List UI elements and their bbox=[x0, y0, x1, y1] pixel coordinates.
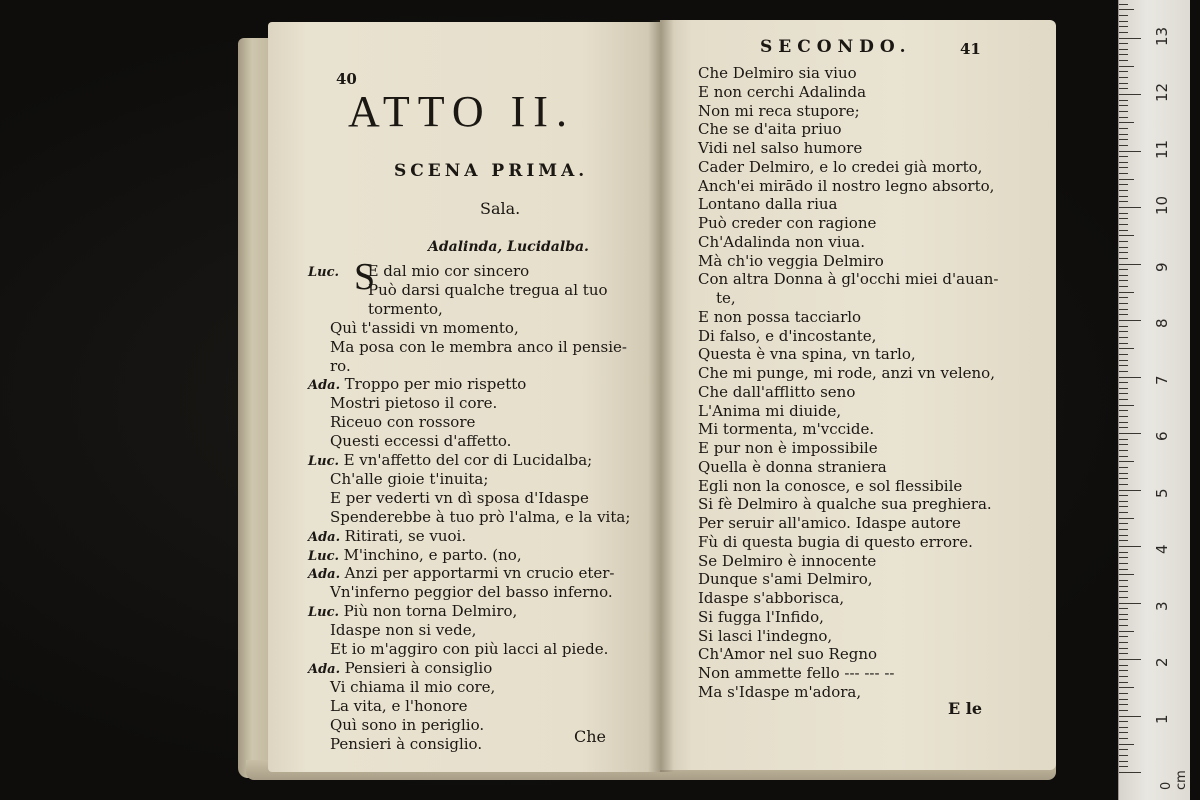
verse-text: Pensieri à consiglio. bbox=[330, 734, 483, 753]
ruler-tick bbox=[1119, 738, 1128, 739]
ruler-tick bbox=[1119, 608, 1128, 609]
verse-line bbox=[308, 375, 526, 395]
ruler-tick bbox=[1119, 134, 1128, 135]
ruler-tick bbox=[1119, 506, 1128, 507]
verse-line: Ma s'Idaspe m'adora, bbox=[698, 682, 862, 701]
verse-line bbox=[368, 281, 608, 299]
verse-line: Questa è vna spina, vn tarlo, bbox=[698, 345, 916, 364]
open-book bbox=[238, 20, 1058, 780]
verse-line: Con altra Donna à gl'occhi miei d'auan- bbox=[698, 270, 999, 289]
ruler-tick bbox=[1119, 71, 1128, 72]
verse-text: Vn'inferno peggior del basso inferno. bbox=[330, 583, 613, 602]
ruler-tick bbox=[1119, 563, 1128, 564]
ruler-tick bbox=[1119, 224, 1128, 225]
ruler-tick bbox=[1119, 371, 1128, 372]
ruler-tick bbox=[1119, 687, 1134, 688]
verse-line bbox=[330, 508, 630, 526]
ruler-tick bbox=[1119, 139, 1128, 140]
ruler-tick bbox=[1119, 422, 1128, 423]
ruler-tick bbox=[1119, 744, 1134, 745]
ruler-tick bbox=[1119, 670, 1128, 671]
verse-line bbox=[330, 621, 476, 639]
ruler-tick bbox=[1119, 574, 1134, 575]
measuring-ruler bbox=[1118, 0, 1190, 800]
ruler-tick bbox=[1119, 252, 1128, 253]
ruler-tick bbox=[1119, 625, 1128, 626]
verse-text: Mostri pietoso il core. bbox=[330, 394, 498, 413]
ruler-tick bbox=[1119, 60, 1128, 61]
ruler-tick bbox=[1119, 49, 1128, 50]
verse-line: Quella è donna straniera bbox=[698, 457, 887, 476]
catchword-left: Che bbox=[574, 727, 607, 746]
ruler-tick bbox=[1119, 122, 1134, 123]
ruler-unit-label: 0 cm bbox=[1159, 770, 1189, 790]
ruler-number: 11 bbox=[1153, 139, 1171, 159]
verse-text: Spenderebbe à tuo prò l'alma, e la vita; bbox=[330, 507, 631, 526]
ruler-tick bbox=[1119, 501, 1128, 502]
verse-text: Può darsi qualche tregua al tuo bbox=[368, 280, 608, 299]
ruler-tick bbox=[1119, 326, 1128, 327]
verse-line: Di falso, e d'incostante, bbox=[698, 326, 877, 345]
ruler-tick bbox=[1119, 676, 1128, 677]
verse-text: Ch'alle gioie t'inuita; bbox=[330, 469, 489, 488]
act-title: ATTO II. bbox=[348, 87, 575, 136]
verse-text: Ma posa con le membra anco il pensie- bbox=[330, 337, 627, 356]
ruler-tick bbox=[1119, 473, 1128, 474]
verse-line: Mà ch'io veggia Delmiro bbox=[698, 251, 884, 270]
ruler-tick bbox=[1119, 292, 1134, 293]
verse-text: Troppo per mio rispetto bbox=[344, 375, 527, 394]
ruler-tick bbox=[1119, 32, 1128, 33]
ruler-tick bbox=[1119, 495, 1128, 496]
ruler-tick bbox=[1119, 286, 1128, 287]
ruler-tick bbox=[1119, 766, 1128, 767]
verse-line: Anch'ei mirādo il nostro legno absorto, bbox=[698, 176, 995, 195]
verse-line bbox=[330, 583, 613, 601]
ruler-tick bbox=[1119, 43, 1128, 44]
ruler-tick bbox=[1119, 518, 1134, 519]
verse-line: Se Delmiro è innocente bbox=[698, 551, 877, 570]
ruler-tick bbox=[1119, 523, 1128, 524]
ruler-number: 6 bbox=[1153, 431, 1171, 441]
speaker-label: Luc. bbox=[308, 454, 344, 469]
verse-line: Non ammette fello --- --- -- bbox=[698, 664, 895, 682]
ruler-tick bbox=[1119, 416, 1128, 417]
ruler-tick bbox=[1119, 66, 1134, 67]
verse-text: E dal mio cor sincero bbox=[367, 262, 530, 280]
ruler-tick bbox=[1119, 614, 1128, 615]
ruler-tick bbox=[1119, 196, 1128, 197]
verse-line: Mi tormenta, m'vccide. bbox=[698, 420, 875, 439]
verse-text: Anzi per apportarmi vn crucio eter- bbox=[344, 564, 615, 583]
verse-line bbox=[308, 527, 466, 547]
ruler-tick bbox=[1119, 230, 1128, 231]
ruler-tick bbox=[1119, 591, 1128, 592]
scene-location: Sala. bbox=[480, 199, 521, 218]
verse-line bbox=[368, 300, 443, 318]
ruler-tick bbox=[1119, 128, 1128, 129]
ruler-tick bbox=[1119, 636, 1128, 637]
ruler-number: 3 bbox=[1153, 600, 1171, 611]
verse-text: La vita, e l'honore bbox=[330, 696, 468, 715]
ruler-tick bbox=[1119, 275, 1128, 276]
scene-title: SCENA PRIMA. bbox=[394, 161, 589, 181]
ruler-tick bbox=[1119, 54, 1128, 55]
ruler-tick bbox=[1119, 721, 1128, 722]
ruler-tick bbox=[1119, 444, 1128, 445]
verse-text: Riceuo con rossore bbox=[330, 413, 476, 432]
ruler-tick bbox=[1119, 484, 1128, 485]
ruler-tick bbox=[1119, 201, 1128, 202]
verse-line: Si fugga l'Infido, bbox=[698, 607, 824, 626]
ruler-tick bbox=[1119, 467, 1128, 468]
verse-line: L'Anima mi diuide, bbox=[698, 401, 842, 420]
verse-text: M'inchino, e parto. (no, bbox=[343, 545, 522, 564]
ruler-tick bbox=[1119, 648, 1128, 649]
ruler-tick bbox=[1119, 540, 1128, 541]
speaker-label: Luc. bbox=[308, 605, 344, 621]
ruler-tick bbox=[1119, 173, 1128, 174]
ruler-tick bbox=[1119, 439, 1128, 440]
ruler-tick bbox=[1119, 557, 1128, 558]
ruler-tick bbox=[1119, 732, 1128, 733]
ruler-number: 13 bbox=[1153, 26, 1171, 46]
verse-line bbox=[330, 338, 627, 356]
ruler-tick bbox=[1119, 280, 1128, 281]
verse-line: te, bbox=[716, 289, 736, 307]
page-number-right: 41 bbox=[960, 40, 981, 58]
ruler-tick bbox=[1119, 241, 1128, 242]
ruler-tick bbox=[1119, 642, 1128, 643]
speaker-label: Luc. bbox=[308, 265, 344, 280]
speaker-label: Luc. bbox=[308, 548, 344, 564]
ruler-tick bbox=[1119, 586, 1128, 587]
ruler-tick bbox=[1119, 365, 1128, 366]
verse-line: E pur non è impossibile bbox=[698, 439, 878, 457]
verse-line bbox=[330, 735, 482, 753]
ruler-tick bbox=[1119, 749, 1128, 750]
ruler-tick bbox=[1119, 269, 1128, 270]
running-head: SECONDO. bbox=[760, 37, 912, 57]
ruler-tick bbox=[1119, 450, 1128, 451]
ruler-number: 4 bbox=[1153, 544, 1171, 554]
ruler-tick bbox=[1119, 699, 1128, 700]
ruler-number: 1 bbox=[1153, 713, 1171, 724]
ruler-tick bbox=[1119, 26, 1128, 27]
verse-text: Quì sono in periglio. bbox=[330, 715, 485, 734]
ruler-tick bbox=[1119, 631, 1134, 632]
verse-line: E non cerchi Adalinda bbox=[698, 82, 867, 101]
verse-text: Ritirati, se vuoi. bbox=[344, 526, 467, 545]
verse-line: Egli non la conosce, e sol flessibile bbox=[698, 476, 963, 495]
ruler-tick bbox=[1119, 184, 1128, 185]
ruler-tick bbox=[1119, 405, 1134, 406]
verse-line bbox=[330, 319, 519, 337]
verse-line bbox=[308, 546, 522, 566]
ruler-tick bbox=[1119, 456, 1128, 457]
verse-line bbox=[330, 432, 511, 450]
ruler-tick bbox=[1119, 427, 1128, 428]
ruler-tick bbox=[1119, 354, 1128, 355]
ruler-tick bbox=[1119, 235, 1134, 236]
verse-line bbox=[330, 394, 497, 412]
scene-characters: Adalinda, Lucidalba. bbox=[428, 239, 589, 255]
verse-line: Che se d'aita priuo bbox=[698, 120, 842, 139]
ruler-tick bbox=[1119, 162, 1128, 163]
ruler-tick bbox=[1119, 247, 1128, 248]
ruler-tick bbox=[1119, 529, 1128, 530]
ruler-tick bbox=[1119, 77, 1128, 78]
ruler-tick bbox=[1119, 258, 1128, 259]
verse-line bbox=[330, 697, 467, 715]
verse-line bbox=[308, 451, 592, 471]
ruler-tick bbox=[1119, 410, 1128, 411]
left-page bbox=[268, 22, 660, 772]
ruler-number: 2 bbox=[1153, 657, 1171, 667]
ruler-tick bbox=[1119, 704, 1128, 705]
ruler-tick bbox=[1119, 111, 1128, 112]
right-page bbox=[660, 20, 1056, 770]
verse-text: Idaspe non si vede, bbox=[330, 621, 477, 640]
verse-line: Che dall'afflitto seno bbox=[698, 382, 856, 401]
ruler-tick bbox=[1119, 377, 1141, 378]
ruler-number: 9 bbox=[1153, 261, 1171, 272]
verse-line bbox=[330, 489, 589, 507]
ruler-tick bbox=[1119, 693, 1128, 694]
ruler-tick bbox=[1119, 512, 1128, 513]
ruler-tick bbox=[1119, 710, 1128, 711]
verse-line bbox=[330, 413, 475, 431]
ruler-tick bbox=[1119, 597, 1128, 598]
ruler-number: 8 bbox=[1153, 318, 1171, 328]
verse-line: Idaspe s'abborisca, bbox=[698, 589, 845, 607]
ruler-tick bbox=[1119, 320, 1141, 321]
ruler-tick bbox=[1119, 772, 1141, 773]
verse-line: Dunque s'ami Delmiro, bbox=[698, 570, 873, 589]
verse-line: Fù di questa bugia di questo errore. bbox=[698, 532, 973, 551]
ruler-tick bbox=[1119, 716, 1141, 717]
ruler-tick bbox=[1119, 490, 1141, 491]
verse-line: Ch'Amor nel suo Regno bbox=[698, 645, 878, 664]
verse-line bbox=[330, 470, 488, 488]
ruler-tick bbox=[1119, 4, 1128, 5]
ruler-tick bbox=[1119, 580, 1128, 581]
verse-line: Non mi reca stupore; bbox=[698, 101, 860, 120]
ruler-tick bbox=[1119, 167, 1128, 168]
speaker-label: Ada. bbox=[308, 378, 345, 394]
verse-line: Cader Delmiro, e lo credei già morto, bbox=[698, 157, 983, 176]
verse-line: Si lasci l'indegno, bbox=[698, 626, 833, 645]
ruler-tick bbox=[1119, 88, 1128, 89]
verse-text: Et io m'aggiro con più lacci al piede. bbox=[330, 640, 609, 658]
ruler-tick bbox=[1119, 190, 1128, 191]
verse-text: ro. bbox=[330, 356, 351, 375]
ruler-tick bbox=[1119, 213, 1128, 214]
ruler-tick bbox=[1119, 105, 1128, 106]
ruler-tick bbox=[1119, 478, 1128, 479]
ruler-tick bbox=[1119, 100, 1128, 101]
verse-line: E non possa tacciarlo bbox=[698, 307, 862, 326]
ruler-tick bbox=[1119, 94, 1141, 95]
ruler-tick bbox=[1119, 21, 1128, 22]
verse-line bbox=[308, 564, 614, 584]
ruler-number: 7 bbox=[1153, 374, 1171, 385]
verse-text: Vi chiama il mio core, bbox=[330, 677, 496, 696]
ruler-tick bbox=[1119, 393, 1128, 394]
verse-line: Che Delmiro sia viuo bbox=[698, 64, 857, 82]
verse-text: E per vederti vn dì sposa d'Idaspe bbox=[330, 488, 589, 507]
ruler-tick bbox=[1119, 15, 1128, 16]
verse-text: Più non torna Delmiro, bbox=[343, 602, 518, 621]
verse-line: Si fè Delmiro à qualche sua preghiera. bbox=[698, 495, 992, 514]
speaker-label: Ada. bbox=[308, 567, 345, 583]
ruler-tick bbox=[1119, 218, 1128, 219]
ruler-tick bbox=[1119, 348, 1134, 349]
ruler-tick bbox=[1119, 145, 1128, 146]
verse-line bbox=[308, 262, 529, 282]
verse-line: Lontano dalla riua bbox=[698, 195, 838, 214]
verse-text: Questi eccessi d'affetto. bbox=[330, 432, 512, 451]
speaker-label: Ada. bbox=[308, 661, 345, 677]
ruler-number: 12 bbox=[1153, 82, 1171, 102]
ruler-tick bbox=[1119, 264, 1141, 265]
verse-line: Può creder con ragione bbox=[698, 214, 877, 232]
ruler-tick bbox=[1119, 83, 1128, 84]
ruler-tick bbox=[1119, 665, 1128, 666]
ruler-tick bbox=[1119, 653, 1128, 654]
ruler-tick bbox=[1119, 314, 1128, 315]
ruler-tick bbox=[1119, 569, 1128, 570]
verse-line: Vidi nel salso humore bbox=[698, 139, 863, 157]
speaker-label: Ada. bbox=[308, 529, 345, 545]
ruler-tick bbox=[1119, 117, 1128, 118]
ruler-tick bbox=[1119, 382, 1128, 383]
ruler-tick bbox=[1119, 552, 1128, 553]
ruler-tick bbox=[1119, 433, 1141, 434]
ruler-tick bbox=[1119, 727, 1128, 728]
verse-line: Ch'Adalinda non viua. bbox=[698, 232, 865, 251]
verse-text: tormento, bbox=[368, 299, 443, 318]
ruler-tick bbox=[1119, 331, 1128, 332]
ruler-tick bbox=[1119, 360, 1128, 361]
ruler-tick bbox=[1119, 343, 1128, 344]
verse-line: Per seruir all'amico. Idaspe autore bbox=[698, 514, 961, 532]
verse-line bbox=[330, 640, 608, 658]
ruler-number: 5 bbox=[1153, 487, 1171, 498]
ruler-tick bbox=[1119, 303, 1128, 304]
ruler-tick bbox=[1119, 461, 1134, 462]
ruler-tick bbox=[1119, 207, 1141, 208]
ruler-tick bbox=[1119, 38, 1141, 39]
verse-line: Che mi punge, mi rode, anzi vn veleno, bbox=[698, 364, 995, 382]
ruler-tick bbox=[1119, 546, 1141, 547]
verse-line bbox=[308, 659, 492, 679]
ruler-tick bbox=[1119, 619, 1128, 620]
drop-cap: S bbox=[354, 256, 376, 298]
catchword-right: E le bbox=[948, 699, 983, 718]
ruler-tick bbox=[1119, 659, 1141, 660]
ruler-tick bbox=[1119, 297, 1128, 298]
ruler-number: 10 bbox=[1153, 195, 1171, 215]
ruler-tick bbox=[1119, 399, 1128, 400]
verse-text: Quì t'assidi vn momento, bbox=[330, 318, 519, 337]
ruler-tick bbox=[1119, 535, 1128, 536]
verse-line bbox=[308, 602, 517, 622]
ruler-tick bbox=[1119, 179, 1134, 180]
ruler-tick bbox=[1119, 682, 1128, 683]
verse-line bbox=[330, 678, 495, 696]
ruler-tick bbox=[1119, 337, 1128, 338]
ruler-tick bbox=[1119, 603, 1141, 604]
verse-line bbox=[330, 357, 351, 375]
ruler-tick bbox=[1119, 761, 1128, 762]
verse-text: Pensieri à consiglio bbox=[344, 658, 493, 677]
page-number-left: 40 bbox=[336, 70, 357, 88]
verse-line bbox=[330, 716, 484, 734]
verse-text: E vn'affetto del cor di Lucidalba; bbox=[343, 451, 593, 469]
ruler-tick bbox=[1119, 156, 1128, 157]
ruler-tick bbox=[1119, 151, 1141, 152]
ruler-tick bbox=[1119, 309, 1128, 310]
ruler-tick bbox=[1119, 388, 1128, 389]
ruler-tick bbox=[1119, 755, 1128, 756]
ruler-tick bbox=[1119, 9, 1134, 10]
